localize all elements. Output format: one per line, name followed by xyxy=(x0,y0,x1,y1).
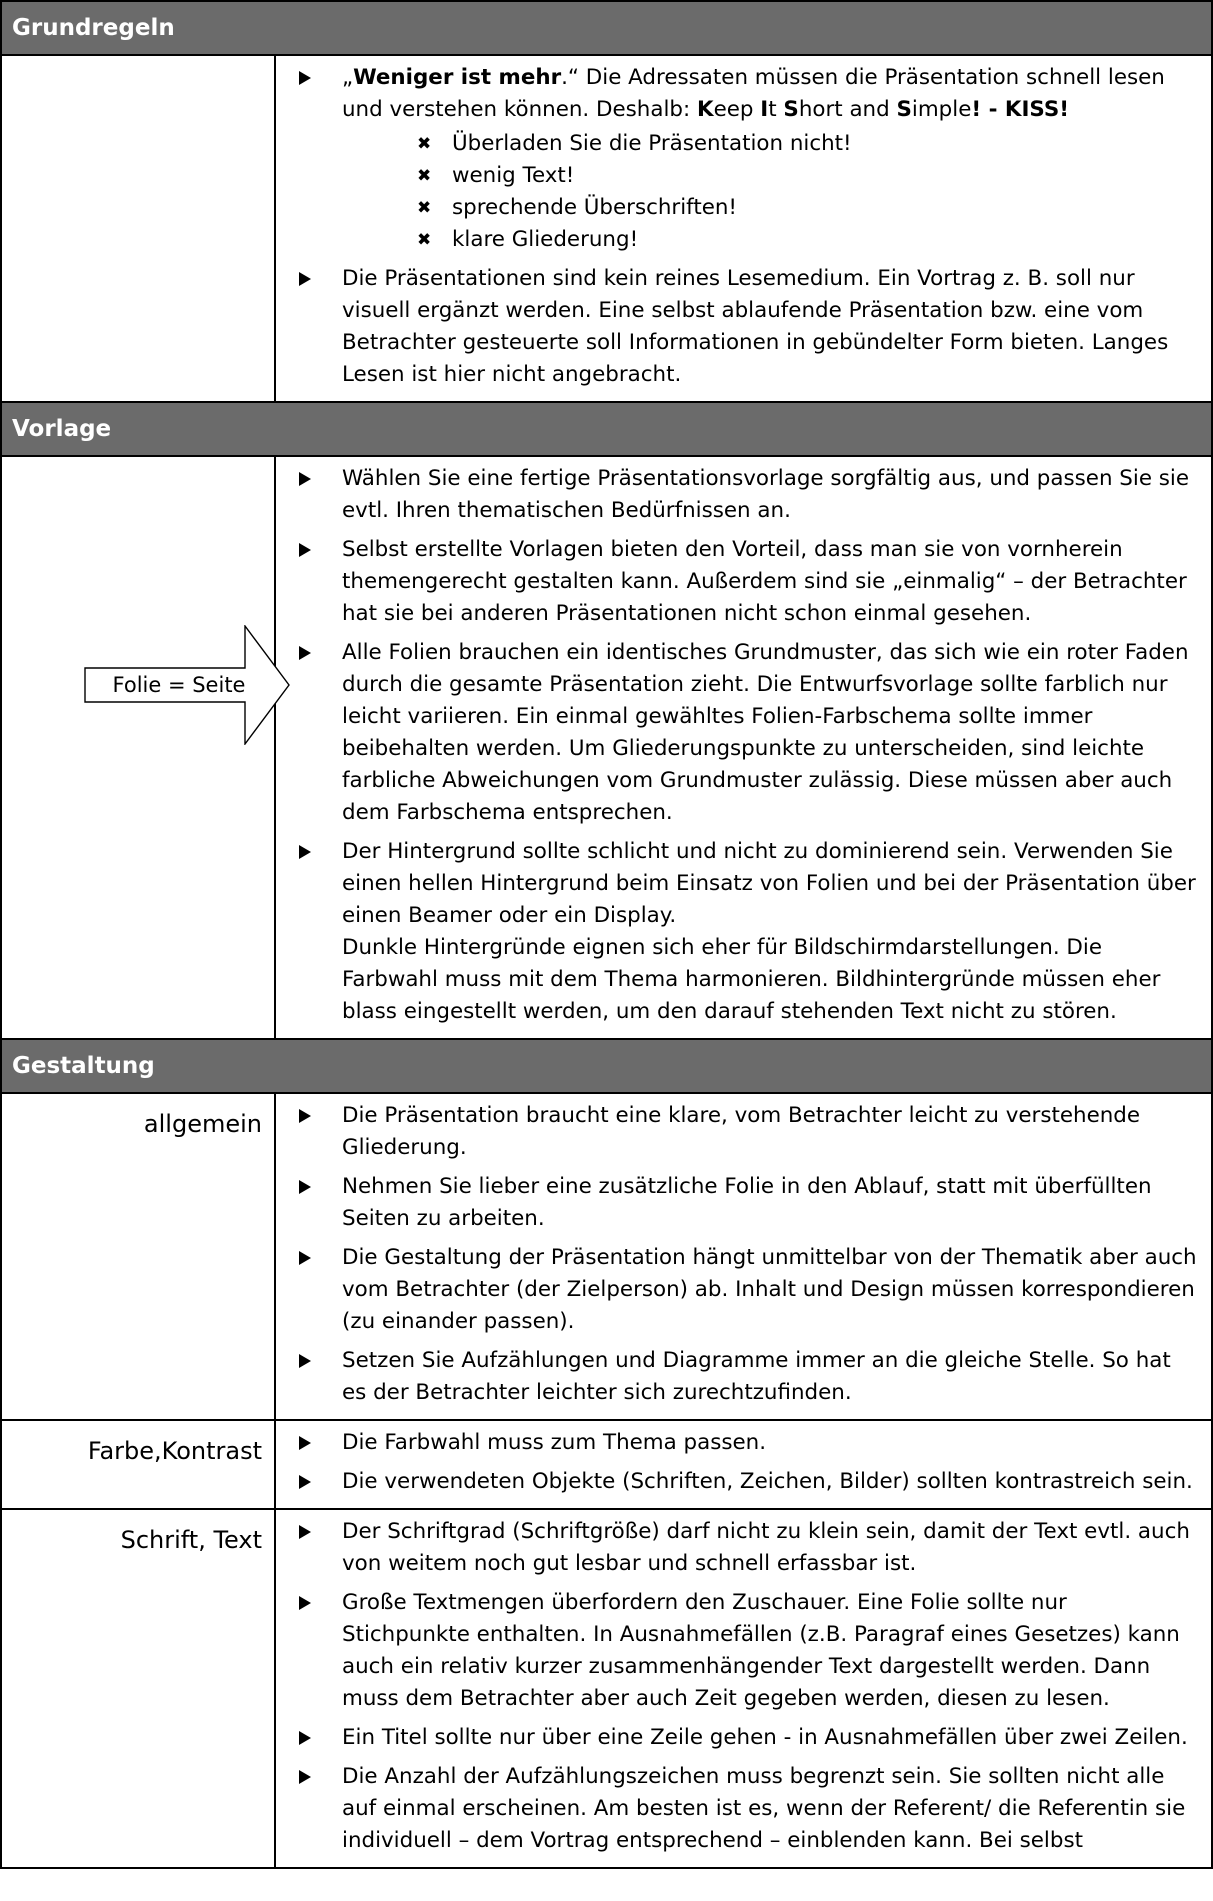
bullet-triangle-icon xyxy=(299,1525,311,1539)
bullet-text: Der Schriftgrad (Schriftgröße) darf nicht zu klein sein, damit der Text evtl. auch von weitem noch gut lesbar und schnell erfassbar ist. xyxy=(342,1519,1190,1576)
bullet-text: Ein Titel sollte nur über eine Zeile gehen - in Ausnahmefällen über zwei Zeilen. xyxy=(342,1725,1188,1750)
bullet-item xyxy=(276,1242,1199,1338)
bullet-item xyxy=(276,263,1199,391)
bullet-triangle-icon xyxy=(299,272,311,286)
row-content xyxy=(275,1093,1212,1420)
bullet-triangle-icon xyxy=(299,1180,311,1194)
bullet-triangle-icon xyxy=(299,1770,311,1784)
bullet-item xyxy=(276,463,1199,527)
bullet-item xyxy=(276,836,1199,1028)
bullet-triangle-icon xyxy=(299,543,311,557)
bullet-triangle-icon xyxy=(299,472,311,486)
table-row xyxy=(1,1420,1212,1509)
bullet-triangle-icon xyxy=(299,646,311,660)
cross-icon: ✖ xyxy=(417,198,432,218)
bullet-text: Wählen Sie eine fertige Präsentationsvorlage sorgfältig aus, und passen Sie sie evtl. Ihren thematischen Bedürfnissen an. xyxy=(342,466,1190,523)
bullet-text: Die Präsentation braucht eine klare, vom Betrachter leicht zu verstehende Gliederung. xyxy=(342,1103,1141,1160)
row-content xyxy=(275,1509,1212,1868)
row-label-farbe-kontrast: Farbe,Kontrast xyxy=(1,1420,275,1509)
bullet-text: Der Hintergrund sollte schlicht und nicht zu dominierend sein. Verwenden Sie einen hellen Hintergrund beim Einsatz von Folien und bei der Präsentation über einen Beamer oder ein Display. xyxy=(342,839,1196,928)
bullet-text: Die Anzahl der Aufzählungszeichen muss begrenzt sein. Sie sollten nicht alle auf einmal erscheinen. Am besten ist es, wenn der Referent/ die Referentin sie individuell – dem Vortrag entsprechend – einblenden kann. Bei selbst xyxy=(342,1764,1186,1853)
bullet-text: Die Gestaltung der Präsentation hängt unmittelbar von der Thematik aber auch vom Betrachter (der Zielperson) ab. Inhalt und Design müssen korrespondieren (zu einander passen). xyxy=(342,1245,1197,1334)
cross-icon: ✖ xyxy=(417,230,432,250)
table-row xyxy=(1,1509,1212,1868)
table-row xyxy=(1,55,1212,402)
bullet-triangle-icon xyxy=(299,1731,311,1745)
bullet-item xyxy=(276,1345,1199,1409)
bullet-item xyxy=(276,534,1199,630)
bullet-triangle-icon xyxy=(299,845,311,859)
bullet-text: Die verwendeten Objekte (Schriften, Zeichen, Bilder) sollten kontrastreich sein. xyxy=(342,1469,1193,1494)
bullet-text: Große Textmengen überfordern den Zuschauer. Eine Folie sollte nur Stichpunkte enthalten. In Ausnahmefällen (z.B. Paragraf eines Gesetzes) kann auch ein relativ kurzer zusammenhängender Text dargestellt werden. Dann muss dem Betrachter aber auch Zeit gegeben werden, diesen zu lesen. xyxy=(342,1590,1180,1711)
sub-item: ✖ sprechende Überschriften! xyxy=(276,192,1199,224)
bullet-item xyxy=(276,62,1199,126)
row-content xyxy=(275,1420,1212,1509)
row-label xyxy=(1,55,275,402)
sub-list xyxy=(276,128,1199,256)
cross-icon: ✖ xyxy=(417,166,432,186)
bullet-triangle-icon xyxy=(299,1596,311,1610)
bullet-text: Alle Folien brauchen ein identisches Grundmuster, das sich wie ein roter Faden durch die gesamte Präsentation zieht. Die Entwurfsvorlage sollte farblich nur leicht variieren. Ein einmal gewähltes Folien-Farbschema sollte immer beibehalten werden. Um Gliederungspunkte zu unterscheiden, sind leichte farbliche Abweichungen vom Grundmuster zulässig. Diese müssen aber auch dem Farbschema entsprechen. xyxy=(342,640,1189,825)
section-header-gestaltung: Gestaltung xyxy=(1,1039,1212,1093)
sub-item: ✖ wenig Text! xyxy=(276,160,1199,192)
bullet-triangle-icon xyxy=(299,1354,311,1368)
bullet-item xyxy=(276,637,1199,829)
bullet-text: Die Präsentationen sind kein reines Lesemedium. Ein Vortrag z. B. soll nur visuell ergänzt werden. Eine selbst ablaufende Präsentation bzw. eine vom Betrachter gesteuerte soll Informationen in gebündelter Form bieten. Langes Lesen ist hier nicht angebracht. xyxy=(342,266,1169,387)
section-header-row xyxy=(1,1039,1212,1093)
row-label xyxy=(1,456,275,1039)
bullet-text: Die Farbwahl muss zum Thema passen. xyxy=(342,1430,767,1455)
arrow-callout xyxy=(84,625,290,745)
bullet-triangle-icon xyxy=(299,1475,311,1489)
bullet-item xyxy=(276,1100,1199,1164)
bullet-text: Nehmen Sie lieber eine zusätzliche Folie in den Ablauf, statt mit überfüllten Seiten zu arbeiten. xyxy=(342,1174,1152,1231)
bullet-text: Setzen Sie Aufzählungen und Diagramme immer an die gleiche Stelle. So hat es der Betrachter leichter sich zurechtzufinden. xyxy=(342,1348,1171,1405)
row-content xyxy=(275,456,1212,1039)
bullet-item xyxy=(276,1171,1199,1235)
table-row xyxy=(1,456,1212,1039)
bullet-text: „Weniger ist mehr.“ Die Adressaten müssen die Präsentation schnell lesen und verstehen können. Deshalb: Keep It Short and Simple! - KISS! xyxy=(342,65,1165,122)
bullet-item xyxy=(276,1516,1199,1580)
row-label-allgemein: allgemein xyxy=(1,1093,275,1420)
sub-item: ✖ klare Gliederung! xyxy=(276,224,1199,256)
bullet-item xyxy=(276,1466,1199,1498)
cross-icon: ✖ xyxy=(417,134,432,154)
sub-item: ✖ Überladen Sie die Präsentation nicht! xyxy=(276,128,1199,160)
callout-label: Folie = Seite xyxy=(112,673,246,697)
bullet-item xyxy=(276,1722,1199,1754)
table-row xyxy=(1,1093,1212,1420)
bullet-item xyxy=(276,1427,1199,1459)
section-header-grundregeln: Grundregeln xyxy=(1,1,1212,55)
bullet-triangle-icon xyxy=(299,1436,311,1450)
section-header-vorlage: Vorlage xyxy=(1,402,1212,456)
section-header-row xyxy=(1,402,1212,456)
row-label-schrift-text: Schrift, Text xyxy=(1,1509,275,1868)
bullet-continuation-text: Dunkle Hintergründe eignen sich eher für Bildschirmdarstellungen. Die Farbwahl muss mit dem Thema harmonieren. Bildhintergründe müssen eher blass eingestellt werden, um den darauf stehenden Text nicht zu stören. xyxy=(342,935,1161,1024)
bullet-triangle-icon xyxy=(299,1251,311,1265)
section-header-row xyxy=(1,1,1212,55)
row-content xyxy=(275,55,1212,402)
bullet-triangle-icon xyxy=(299,71,311,85)
bullet-item xyxy=(276,1761,1199,1857)
bullet-item xyxy=(276,1587,1199,1715)
bullet-triangle-icon xyxy=(299,1109,311,1123)
bullet-text: Selbst erstellte Vorlagen bieten den Vorteil, dass man sie von vornherein themengerecht gestalten kann. Außerdem sind sie „einmalig“ – der Betrachter hat sie bei anderen Präsentationen nicht schon einmal gesehen. xyxy=(342,537,1187,626)
